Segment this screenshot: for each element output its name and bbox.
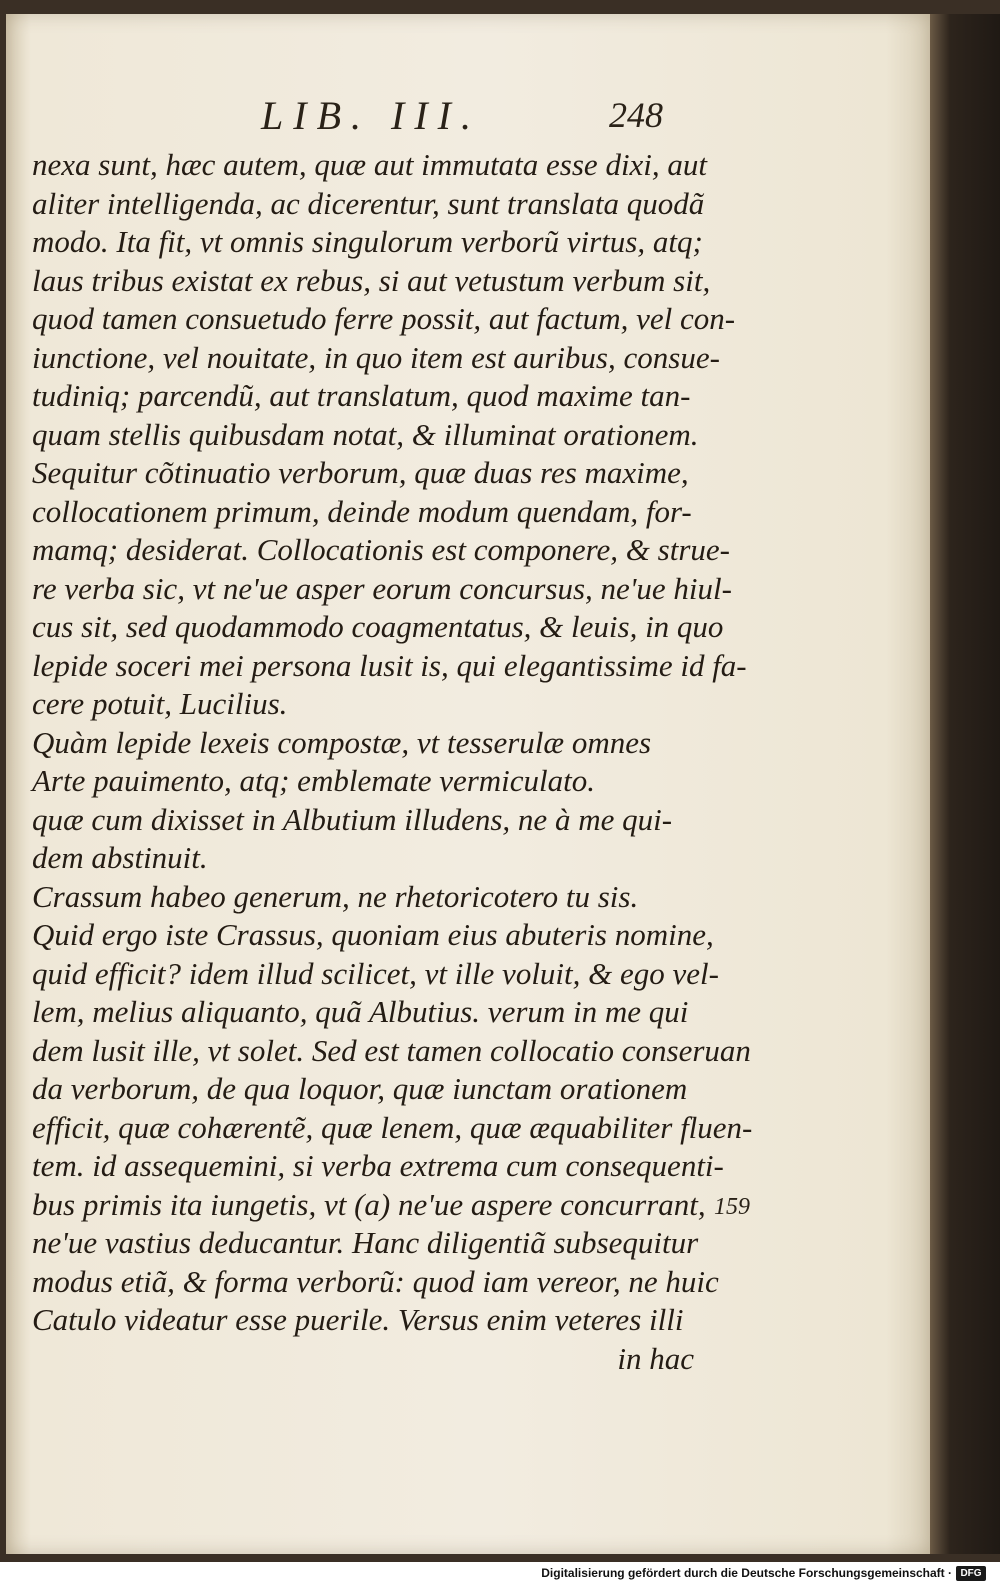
page-header — [6, 84, 930, 144]
text-line: cus sit, sed quodammodo coagmentatus, & leuis, in quo — [32, 609, 724, 644]
text-line: quid efficit? idem illud scilicet, vt ille voluit, & ego vel- — [32, 955, 719, 991]
text-line: aliter intelligenda, ac dicerentur, sunt translata quodã — [32, 185, 705, 221]
text-line: tem. id assequemini, si verba extrema cum consequenti- — [32, 1148, 724, 1183]
text-line: mamq; desiderat. Collocationis est componere, & strue- — [32, 532, 730, 567]
text-line: cere potuit, Lucilius. — [32, 686, 288, 721]
text-line: dem abstinuit. — [32, 840, 208, 875]
text-line: lem, melius aliquanto, quã Albutius. verum in me qui — [32, 994, 689, 1029]
text-line: nexa sunt, hæc autem, quæ aut immutata esse dixi, aut — [32, 147, 708, 182]
text-line: da verborum, de qua loquor, quæ iunctam orationem — [32, 1071, 688, 1106]
book-page — [6, 14, 930, 1554]
text-line: quam stellis quibusdam notat, & illuminat orationem. — [32, 416, 699, 452]
text-line: efficit, quæ cohærentẽ, quæ lenem, quæ æquabiliter fluen- — [32, 1109, 753, 1145]
verse-line: Quàm lepide lexeis compostæ, vt tesserulæ omnes — [32, 724, 652, 760]
text-line: Sequitur cõtinuatio verborum, quæ duas res maxime, — [32, 455, 689, 490]
text-line: re verba sic, vt ne'ue asper eorum concursus, ne'ue hiul- — [32, 570, 732, 606]
margin-note: 159 — [714, 1194, 750, 1220]
text-line: ne'ue vastius deducantur. Hanc diligentiã subsequitur — [32, 1225, 699, 1260]
dfg-logo-icon: DFG — [956, 1566, 986, 1581]
running-title: LIB. III. — [261, 93, 481, 138]
page-edge-shadow — [930, 14, 1000, 1554]
text-line: quæ cum dixisset in Albutium illudens, ne à me qui- — [32, 801, 673, 837]
text-line: collocationem primum, deinde modum quendam, for- — [32, 493, 692, 529]
text-line: Catulo videatur esse puerile. Versus enim veteres illi — [32, 1302, 684, 1337]
text-line: modus etiã, & forma verborũ: quod iam vereor, ne huic — [32, 1263, 719, 1299]
page-number: 248 — [609, 95, 663, 135]
footer-credit: Digitalisierung gefördert durch die Deutsche Forschungsgemeinschaft · — [541, 1566, 952, 1580]
text-line: tudiniq; parcendũ, aut translatum, quod maxime tan- — [32, 378, 691, 413]
verse-line: Arte pauimento, atq; emblemate vermiculato. — [32, 763, 596, 798]
text-line: dem lusit ille, vt solet. Sed est tamen collocatio conseruan — [32, 1032, 751, 1068]
text-line: bus primis ita iungetis, vt (a) ne'ue aspere concurrant, — [32, 1186, 706, 1222]
verse-line: Crassum habeo generum, ne rhetoricotero tu sis. — [32, 878, 639, 914]
digitization-footer — [0, 1562, 1000, 1586]
text-line: laus tribus existat ex rebus, si aut vetustum verbum sit, — [32, 262, 711, 298]
text-line: Quid ergo iste Crassus, quoniam eius abuteris nomine, — [32, 917, 714, 952]
text-line: iunctione, vel nouitate, in quo item est auribus, consue- — [32, 339, 720, 375]
catchword: in hac — [617, 1340, 694, 1376]
text-line: modo. Ita fit, vt omnis singulorum verborũ virtus, atq; — [32, 224, 703, 259]
text-line: quod tamen consuetudo ferre possit, aut factum, vel con- — [32, 301, 736, 336]
text-line: lepide soceri mei persona lusit is, qui elegantissime id fa- — [32, 647, 747, 683]
main-text-block — [32, 146, 753, 1378]
